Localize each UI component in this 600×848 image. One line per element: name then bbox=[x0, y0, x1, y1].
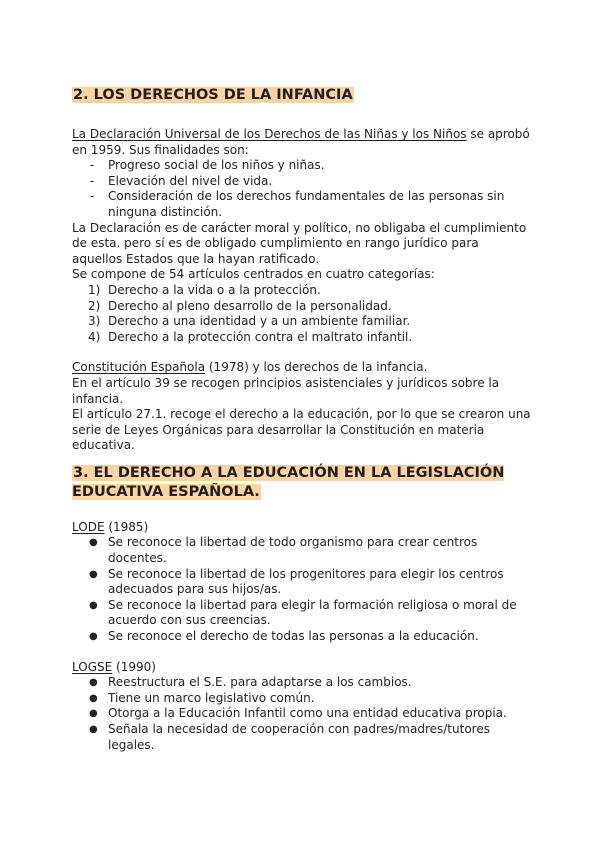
constitution-paragraph: Constitución Española (1978) y los derechos de la infancia. bbox=[72, 360, 428, 375]
lode-title-line: LODE (1985) bbox=[72, 519, 149, 534]
categories-list bbox=[72, 283, 532, 345]
list-item: 1) Derecho a la vida o a la protección. bbox=[88, 282, 321, 297]
article-39-paragraph: En el artículo 39 se recogen principios asistenciales y jurídicos sobre la infancia. bbox=[72, 375, 500, 406]
articles-paragraph: Se compone de 54 artículos centrados en cuatro categorías: bbox=[72, 267, 435, 282]
declaration-title: La Declaración Universal de los Derechos de las Niñas y los Niños bbox=[72, 127, 467, 141]
list-item: ● Tiene un marco legislativo común. bbox=[89, 690, 315, 705]
list-item: - Progreso social de los niños y niñas. bbox=[90, 158, 325, 173]
section-3-heading: 3. EL DERECHO A LA EDUCACIÓN EN LA LEGISLACIÓN EDUCATIVA ESPAÑOLA. bbox=[72, 464, 505, 500]
list-item: ● Se reconoce la libertad de los progenitores para elegir los centros adecuados para sus hijos/as. bbox=[89, 566, 504, 597]
list-item: 3) Derecho a una identidad y a un ambiente familiar. bbox=[88, 314, 411, 329]
list-item: ● Señala la necesidad de cooperación con padres/madres/tutores legales. bbox=[89, 722, 490, 752]
list-item: 4) Derecho a la protección contra el maltrato infantil. bbox=[88, 329, 413, 344]
list-item: ● Otorga a la Educación Infantil como una entidad educativa propia. bbox=[89, 706, 507, 721]
declaration-rest: se aprobó en 1959. Sus finalidades son: bbox=[72, 127, 530, 157]
moral-paragraph: La Declaración es de carácter moral y político, no obligaba el cumplimiento de esta. pero sí es de obligado cumplimiento en rango jurídico para aquellos Estados que la hayan ratificado. bbox=[72, 220, 527, 266]
document-page bbox=[72, 86, 532, 753]
lode-title: LODE bbox=[72, 519, 105, 534]
section-2-heading: 2. LOS DERECHOS DE LA INFANCIA bbox=[73, 87, 353, 103]
list-item: ● Se reconoce la libertad de todo organismo para crear centros docentes. bbox=[89, 535, 478, 566]
list-item: - Consideración de los derechos fundamentales de las personas sin ninguna distinción. bbox=[90, 189, 505, 219]
lode-list bbox=[72, 535, 532, 644]
list-item: ● Se reconoce la libertad para elegir la formación religiosa o moral de acuerdo con sus creencias. bbox=[89, 597, 517, 628]
logse-list bbox=[72, 675, 532, 753]
logse-title: LOGSE bbox=[72, 659, 113, 674]
aims-list bbox=[72, 158, 532, 220]
list-item: 2) Derecho al pleno desarrollo de la personalidad. bbox=[88, 298, 392, 313]
constitution-title: Constitución Española bbox=[72, 360, 206, 375]
logse-title-line: LOGSE (1990) bbox=[72, 659, 156, 674]
declaration-paragraph bbox=[72, 127, 532, 158]
list-item: ● Reestructura el S.E. para adaptarse a los cambios. bbox=[89, 675, 412, 690]
article-27-paragraph: El artículo 27.1. recoge el derecho a la educación, por lo que se crearon una serie de Leyes Orgánicas para desarrollar la Constitución en materia educativa. bbox=[72, 407, 531, 453]
list-item: - Elevación del nivel de vida. bbox=[90, 173, 273, 188]
list-item: ● Se reconoce el derecho de todas las personas a la educación. bbox=[89, 629, 479, 644]
